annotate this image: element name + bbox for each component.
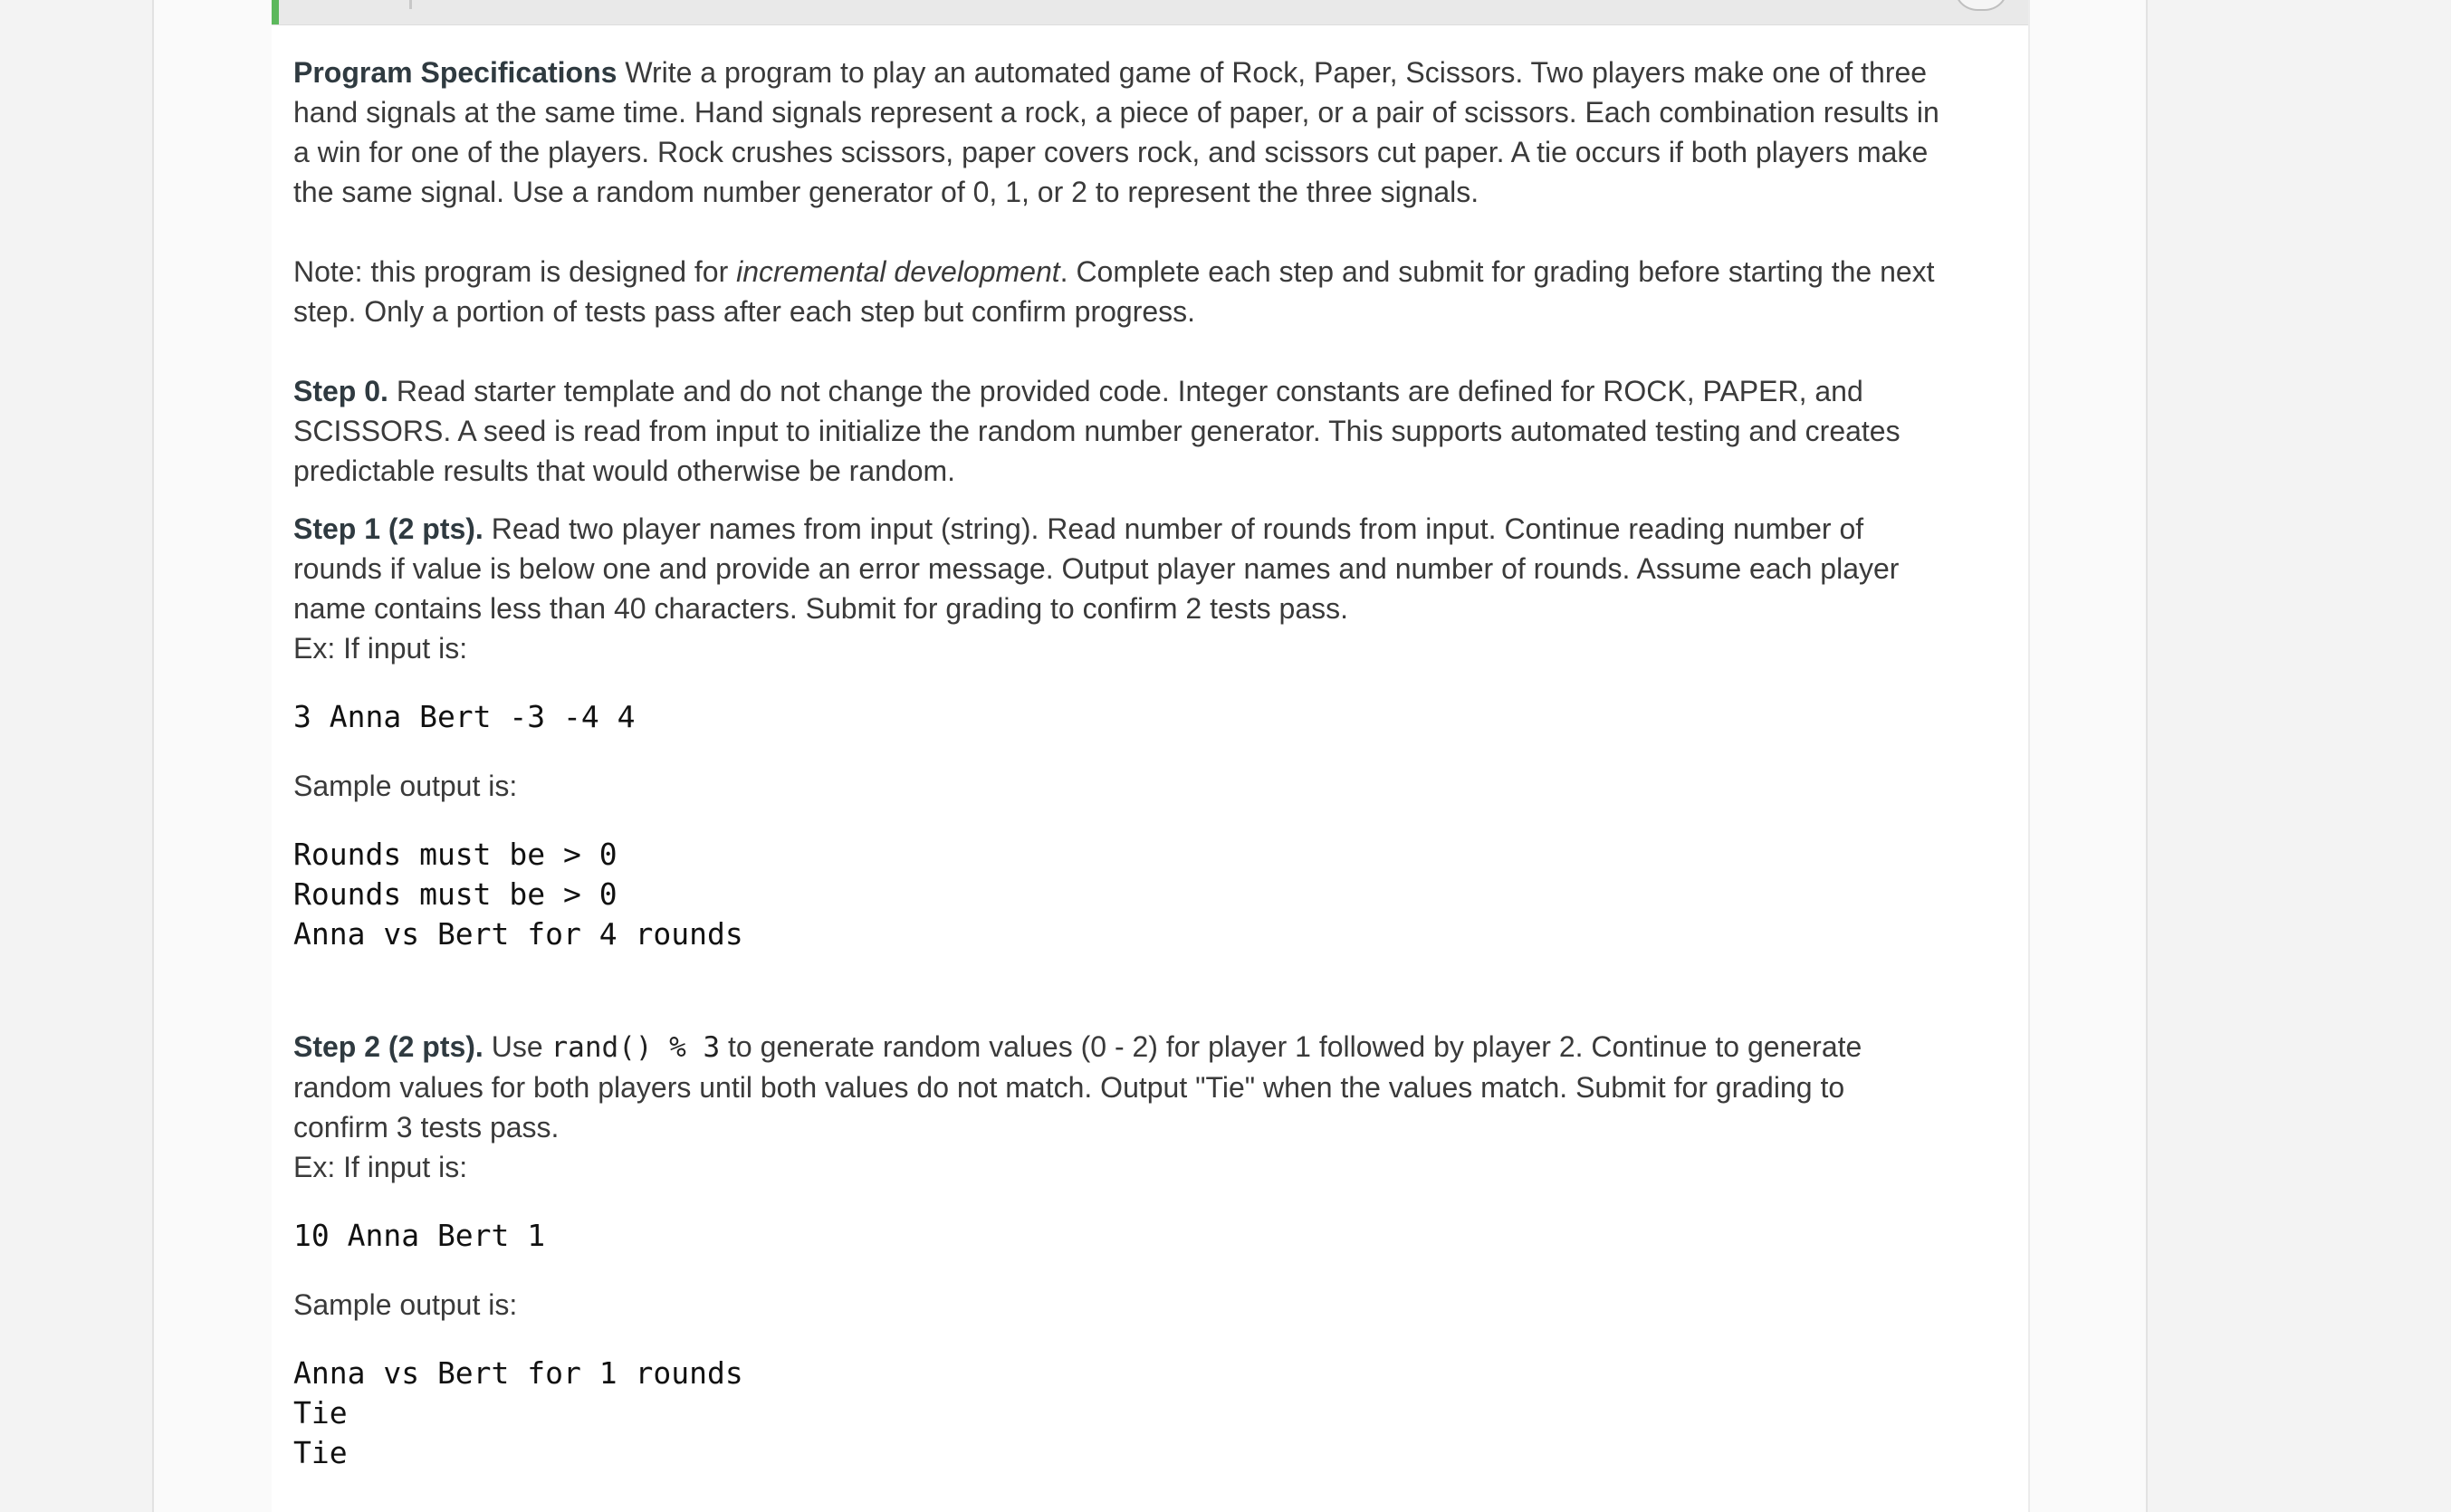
step-2-inline-code: rand() % 3: [551, 1031, 721, 1064]
program-description: [293, 53, 1941, 1473]
step-2-example-input: 10 Anna Bert 1: [293, 1218, 546, 1253]
step-1-output-line: Rounds must be > 0: [293, 876, 618, 912]
step-1-paragraph: [293, 509, 1941, 628]
collapse-toggle-icon[interactable]: [1954, 0, 2008, 11]
step-2-example-label: Ex: If input is:: [293, 1151, 468, 1183]
program-specifications-heading: Program Specifications: [293, 56, 618, 89]
note-text-after: . Complete each step and submit for grading before starting the next step. Only a portion of tests pass after each step but confirm progress.: [293, 255, 1935, 328]
step-1-output-line: Rounds must be > 0: [293, 837, 618, 872]
note-text-before: Note: this program is designed for: [293, 255, 737, 288]
step-1-sample-output: [293, 835, 1941, 954]
step-0-heading: Step 0.: [293, 375, 388, 407]
step-2-heading: Step 2 (2 pts).: [293, 1030, 483, 1063]
step-2-text: to generate random values (0 - 2) for player 1 followed by player 2. Continue to generate random values for both players until both values do not match. Output "Tie" when the values match. Submit for grading to confirm 3 tests pass.: [293, 1030, 1862, 1144]
step-1-heading: Step 1 (2 pts).: [293, 512, 483, 545]
header-divider: [409, 0, 412, 9]
program-specifications-paragraph: [293, 53, 1941, 212]
step-1-sample-output-label: Sample output is:: [293, 770, 518, 802]
step-1-output-line: Anna vs Bert for 4 rounds: [293, 916, 743, 952]
step-0-paragraph: [293, 371, 1941, 491]
note-italic-text: incremental development: [736, 255, 1060, 288]
step-2-output-line: Tie: [293, 1395, 348, 1431]
step-1-example-label: Ex: If input is:: [293, 632, 468, 665]
step-2-output-line: Tie: [293, 1435, 348, 1470]
step-0-text: Read starter template and do not change the provided code. Integer constants are defined for ROCK, PAPER, and SCISSORS. A seed is read from input to initialize the random number generator. This supports automated testing and creates predictable results that would otherwise be random.: [293, 375, 1900, 487]
step-1-example-input: 3 Anna Bert -3 -4 4: [293, 699, 636, 734]
card-header: [272, 0, 2028, 25]
note-paragraph: [293, 252, 1941, 331]
step-2-output-line: Anna vs Bert for 1 rounds: [293, 1355, 743, 1391]
step-1-text: Read two player names from input (string). Read number of rounds from input. Continue reading number of rounds if value is below one and provide an error message. Output player names and number of rounds. Assume each player name contains less than 40 characters. Submit for grading to confirm 2 tests pass.: [293, 512, 1900, 625]
step-2-paragraph: [293, 1027, 1941, 1147]
status-accent-bar: [272, 0, 279, 24]
step-2-sample-output-label: Sample output is:: [293, 1288, 518, 1321]
step-2-use-text: Use: [483, 1030, 551, 1063]
program-specifications-text: Write a program to play an automated game of Rock, Paper, Scissors. Two players make one of three hand signals at the same time. Hand signals represent a rock, a piece of paper, or a pair of scissors. Each combination results in a win for one of the players. Rock crushes scissors, paper covers rock, and scissors cut paper. A tie occurs if both players make the same signal. Use a random number generator of 0, 1, or 2 to represent the three signals.: [293, 56, 1939, 208]
step-2-sample-output: [293, 1354, 1941, 1473]
